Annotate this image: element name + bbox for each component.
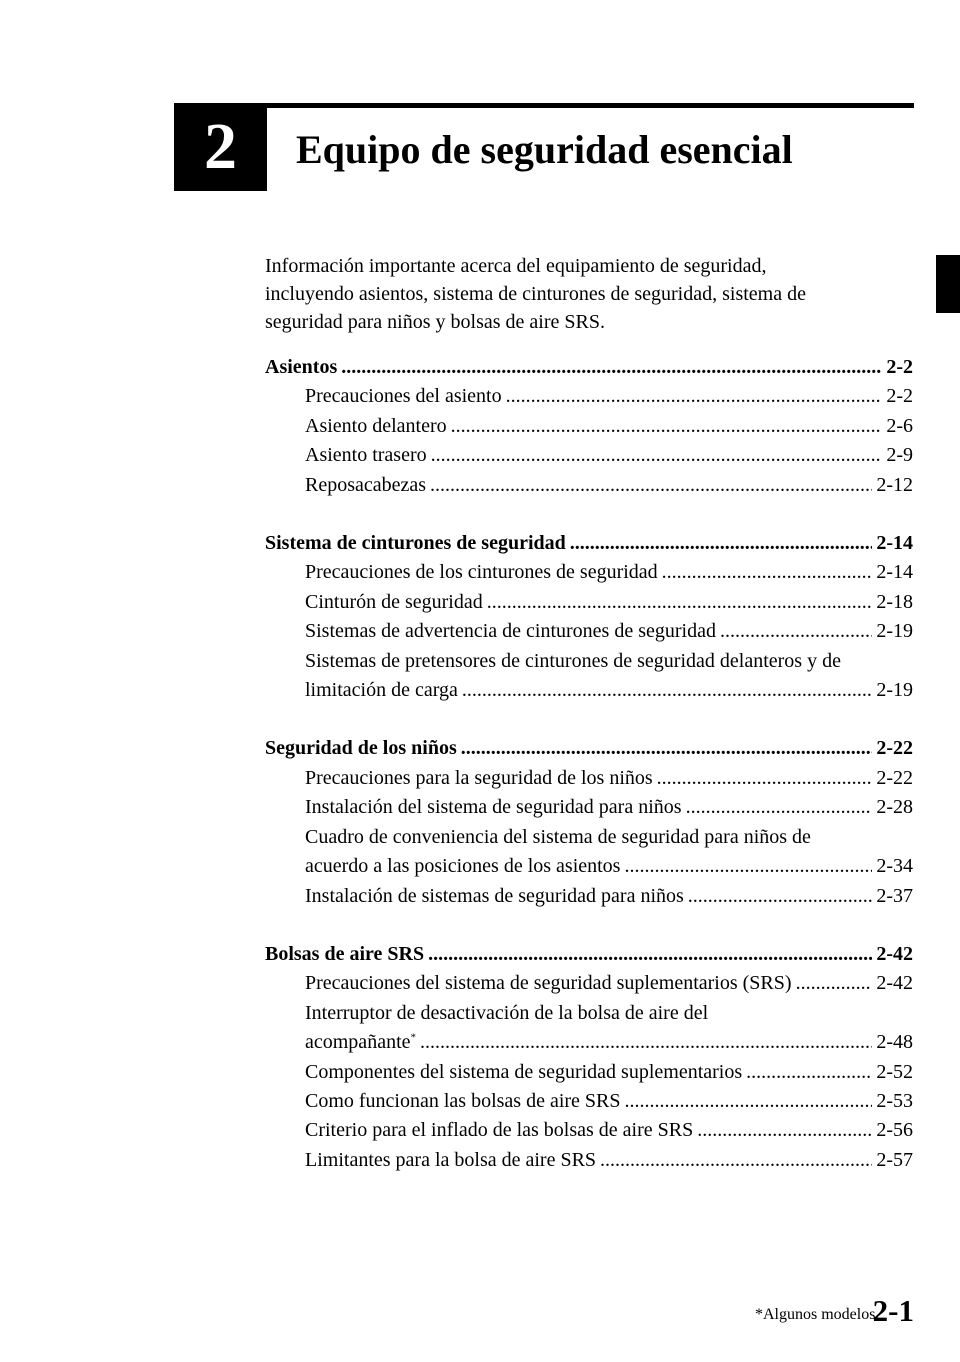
intro-line: seguridad para niños y bolsas de aire SRS. bbox=[265, 311, 605, 333]
toc-entry[interactable] bbox=[265, 793, 913, 822]
dot-leader bbox=[431, 441, 883, 470]
toc-page-number: 2-12 bbox=[876, 473, 913, 496]
toc-entry-label: Asiento delantero bbox=[305, 414, 447, 437]
intro-line: Información importante acerca del equipamiento de seguridad, bbox=[265, 255, 767, 277]
toc-page-number: 2-14 bbox=[876, 532, 913, 555]
chapter-title: Equipo de seguridad esencial bbox=[296, 127, 793, 172]
toc-page-number: 2-34 bbox=[876, 855, 913, 878]
toc-entry[interactable] bbox=[265, 1116, 913, 1145]
intro-line: incluyendo asientos, sistema de cinturones de seguridad, sistema de bbox=[265, 283, 806, 305]
toc-section-bolsas bbox=[265, 940, 913, 1175]
toc-section-cinturones bbox=[265, 529, 913, 705]
toc-entry[interactable] bbox=[265, 969, 913, 998]
toc-entry-label: Reposacabezas bbox=[305, 473, 427, 496]
toc-page-number: 2-48 bbox=[876, 1031, 913, 1054]
toc-entry-label: Precauciones del sistema de seguridad suplementarios (SRS) bbox=[305, 972, 792, 995]
dot-leader bbox=[746, 1058, 872, 1087]
toc-entry[interactable] bbox=[265, 558, 913, 587]
toc-page-number: 2-42 bbox=[876, 942, 913, 965]
dot-leader bbox=[506, 382, 883, 411]
dot-leader bbox=[720, 617, 872, 646]
toc-entry[interactable] bbox=[265, 617, 913, 646]
dot-leader bbox=[430, 471, 872, 500]
dot-leader bbox=[428, 940, 872, 969]
dot-leader bbox=[688, 882, 873, 911]
chapter-number-box bbox=[174, 103, 267, 191]
toc-entry-label: Asiento trasero bbox=[305, 444, 427, 467]
intro-paragraph bbox=[265, 252, 915, 336]
table-of-contents bbox=[265, 353, 913, 1204]
toc-entry-label: acuerdo a las posiciones de los asientos bbox=[305, 855, 621, 878]
toc-page-number: 2-9 bbox=[886, 444, 913, 467]
toc-entry-label: Precauciones para la seguridad de los niños bbox=[305, 766, 653, 789]
chapter-number: 2 bbox=[204, 110, 237, 183]
page-number: 2-1 bbox=[872, 1293, 914, 1328]
footnote: *Algunos modelos. bbox=[755, 1306, 880, 1323]
dot-leader bbox=[625, 1087, 873, 1116]
dot-leader bbox=[662, 558, 873, 587]
toc-entry[interactable] bbox=[265, 852, 913, 881]
toc-page-number: 2-28 bbox=[876, 796, 913, 819]
dot-leader bbox=[461, 734, 873, 763]
toc-heading[interactable] bbox=[265, 529, 913, 558]
toc-page-number: 2-18 bbox=[876, 590, 913, 613]
toc-page-number: 2-19 bbox=[876, 679, 913, 702]
dot-leader bbox=[570, 529, 873, 558]
toc-entry-label: Limitantes para la bolsa de aire SRS bbox=[305, 1148, 597, 1171]
dot-leader bbox=[451, 412, 883, 441]
toc-page-number: 2-14 bbox=[876, 561, 913, 584]
chapter-edge-tab bbox=[936, 255, 960, 313]
toc-entry-label: Como funcionan las bolsas de aire SRS bbox=[305, 1089, 621, 1112]
toc-entry-label: Cinturón de seguridad bbox=[305, 590, 483, 613]
toc-entry[interactable] bbox=[265, 882, 913, 911]
toc-heading-label: Sistema de cinturones de seguridad bbox=[265, 532, 566, 555]
toc-entry[interactable] bbox=[265, 441, 913, 470]
toc-entry-label-text: acompañante bbox=[305, 1031, 411, 1054]
toc-section-ninos bbox=[265, 734, 913, 910]
toc-page-number: 2-19 bbox=[876, 620, 913, 643]
toc-page-number: 2-6 bbox=[886, 414, 913, 437]
toc-entry-label bbox=[305, 1028, 416, 1057]
toc-page-number: 2-22 bbox=[876, 737, 913, 760]
toc-entry-first-line[interactable]: Sistemas de pretensores de cinturones de seguridad delanteros y de bbox=[305, 649, 841, 672]
toc-entry[interactable] bbox=[265, 1087, 913, 1116]
toc-page-number: 2-2 bbox=[886, 385, 913, 408]
toc-page-number: 2-57 bbox=[876, 1148, 913, 1171]
toc-heading-label: Bolsas de aire SRS bbox=[265, 942, 425, 965]
toc-entry-first-line[interactable]: Cuadro de conveniencia del sistema de seguridad para niños de bbox=[305, 825, 811, 848]
toc-page-number: 2-37 bbox=[876, 884, 913, 907]
dot-leader bbox=[341, 353, 882, 382]
dot-leader bbox=[420, 1028, 872, 1057]
toc-heading[interactable] bbox=[265, 940, 913, 969]
toc-heading[interactable] bbox=[265, 353, 913, 382]
toc-entry-label: Precauciones de los cinturones de seguridad bbox=[305, 561, 658, 584]
toc-page-number: 2-53 bbox=[876, 1089, 913, 1112]
toc-heading[interactable] bbox=[265, 734, 913, 763]
toc-entry-label: Instalación de sistemas de seguridad para niños bbox=[305, 884, 684, 907]
dot-leader bbox=[600, 1146, 872, 1175]
footnote-marker: * bbox=[410, 1031, 416, 1044]
toc-entry-first-line[interactable]: Interruptor de desactivación de la bolsa de aire del bbox=[305, 1001, 709, 1024]
toc-entry[interactable] bbox=[265, 764, 913, 793]
dot-leader bbox=[462, 676, 872, 705]
toc-page-number: 2-2 bbox=[886, 356, 913, 378]
toc-section-asientos bbox=[265, 353, 913, 500]
dot-leader bbox=[686, 793, 873, 822]
toc-entry[interactable] bbox=[265, 1028, 913, 1057]
toc-page-number: 2-52 bbox=[876, 1060, 913, 1083]
toc-entry[interactable] bbox=[265, 412, 913, 441]
toc-entry[interactable] bbox=[265, 382, 913, 411]
toc-entry[interactable] bbox=[265, 588, 913, 617]
toc-heading-label: Seguridad de los niños bbox=[265, 737, 457, 760]
dot-leader bbox=[487, 588, 873, 617]
toc-entry-label: Sistemas de advertencia de cinturones de seguridad bbox=[305, 620, 716, 643]
dot-leader bbox=[796, 969, 873, 998]
toc-page-number: 2-22 bbox=[876, 766, 913, 789]
toc-entry-label: Componentes del sistema de seguridad suplementarios bbox=[305, 1060, 743, 1083]
toc-page-number: 2-56 bbox=[876, 1119, 913, 1142]
toc-entry-label: Instalación del sistema de seguridad para niños bbox=[305, 796, 682, 819]
toc-entry[interactable] bbox=[265, 1146, 913, 1175]
toc-entry[interactable] bbox=[265, 471, 913, 500]
dot-leader bbox=[624, 852, 872, 881]
toc-entry[interactable] bbox=[265, 1058, 913, 1087]
dot-leader bbox=[697, 1116, 872, 1145]
toc-heading-label: Asientos bbox=[265, 356, 338, 378]
dot-leader bbox=[657, 764, 873, 793]
toc-page-number: 2-42 bbox=[876, 972, 913, 995]
toc-entry-label: Criterio para el inflado de las bolsas de aire SRS bbox=[305, 1119, 694, 1142]
toc-entry-label: limitación de carga bbox=[305, 679, 458, 702]
header-rule bbox=[267, 103, 914, 108]
toc-entry[interactable] bbox=[265, 676, 913, 705]
toc-entry-label: Precauciones del asiento bbox=[305, 385, 502, 408]
